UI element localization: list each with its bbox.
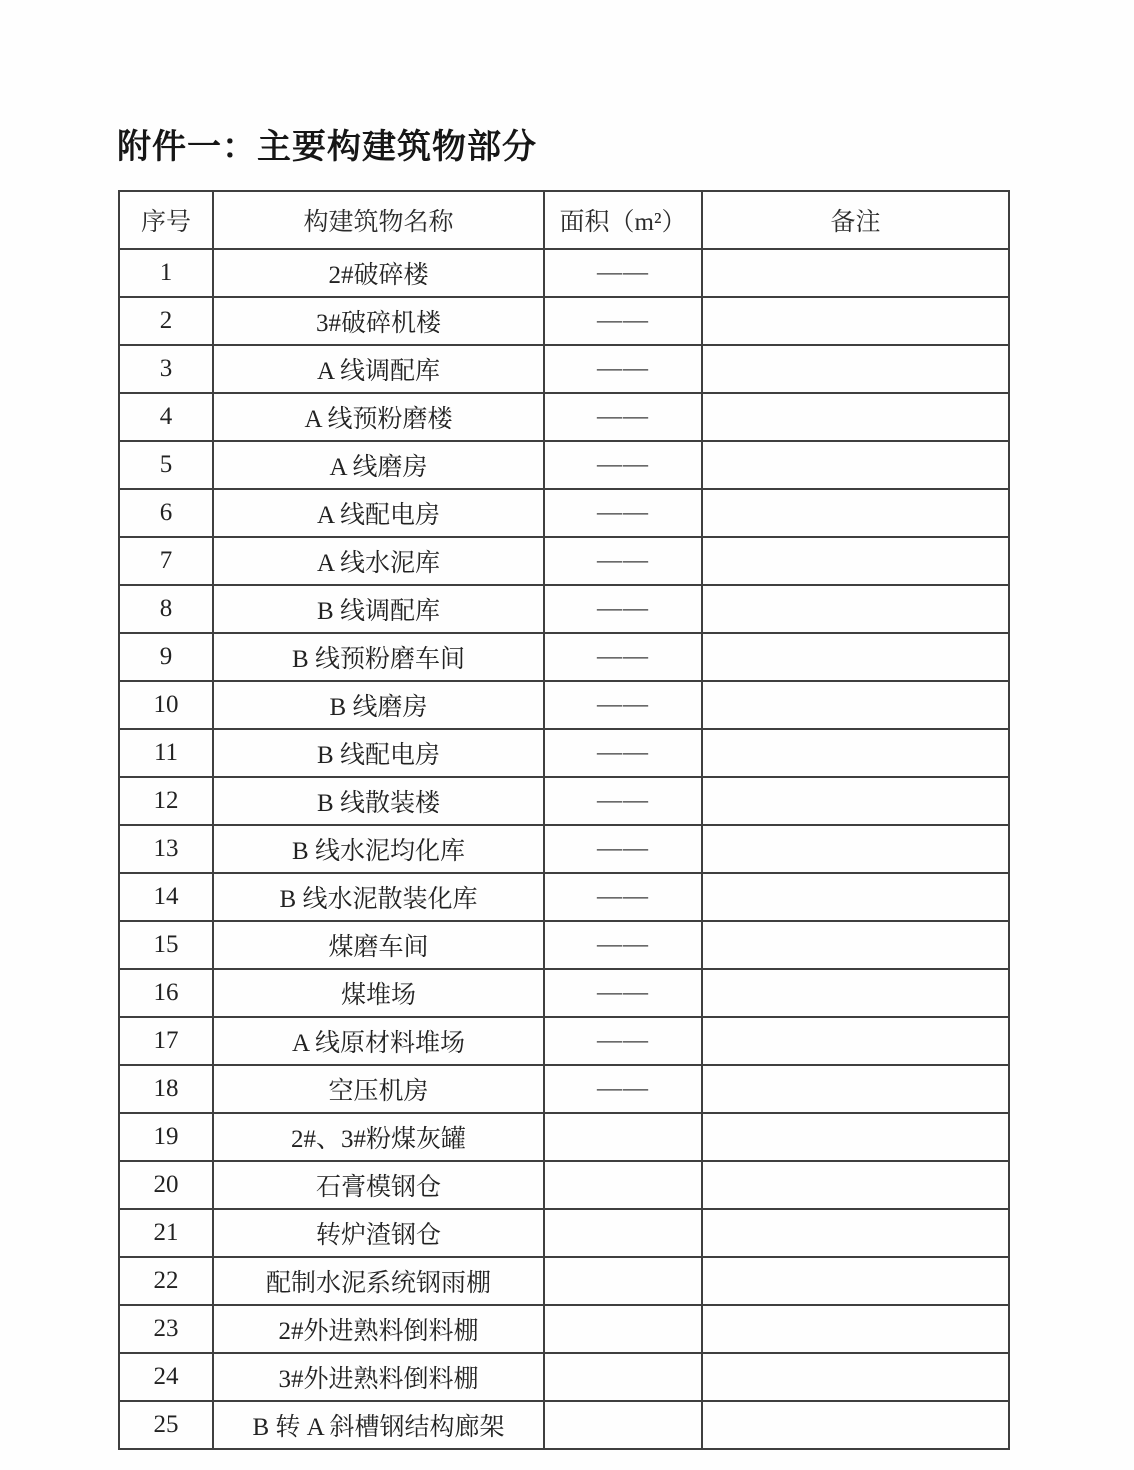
row-number: 17 xyxy=(119,1017,213,1065)
remark-value xyxy=(702,633,1009,681)
header-serial-number: 序号 xyxy=(119,191,213,249)
building-name: B 线配电房 xyxy=(213,729,544,777)
row-number: 7 xyxy=(119,537,213,585)
area-value: —— xyxy=(544,297,702,345)
building-name: A 线原材料堆场 xyxy=(213,1017,544,1065)
table-row xyxy=(119,249,1009,297)
area-value: —— xyxy=(544,633,702,681)
area-value: —— xyxy=(544,345,702,393)
area-value xyxy=(544,1113,702,1161)
row-number: 25 xyxy=(119,1401,213,1449)
building-name: 转炉渣钢仓 xyxy=(213,1209,544,1257)
row-number: 24 xyxy=(119,1353,213,1401)
remark-value xyxy=(702,681,1009,729)
table-row xyxy=(119,1257,1009,1305)
row-number: 12 xyxy=(119,777,213,825)
header-building-name: 构建筑物名称 xyxy=(213,191,544,249)
row-number: 6 xyxy=(119,489,213,537)
area-value: —— xyxy=(544,585,702,633)
area-value: —— xyxy=(544,729,702,777)
building-name: B 转 A 斜槽钢结构廊架 xyxy=(213,1401,544,1449)
remark-value xyxy=(702,297,1009,345)
row-number: 9 xyxy=(119,633,213,681)
area-value xyxy=(544,1401,702,1449)
remark-value xyxy=(702,1161,1009,1209)
building-name: 空压机房 xyxy=(213,1065,544,1113)
remark-value xyxy=(702,1017,1009,1065)
building-name: 煤堆场 xyxy=(213,969,544,1017)
table-row xyxy=(119,777,1009,825)
area-value xyxy=(544,1257,702,1305)
remark-value xyxy=(702,249,1009,297)
building-name: A 线水泥库 xyxy=(213,537,544,585)
remark-value xyxy=(702,537,1009,585)
table-row xyxy=(119,1401,1009,1449)
building-name: 2#、3#粉煤灰罐 xyxy=(213,1113,544,1161)
remark-value xyxy=(702,921,1009,969)
row-number: 4 xyxy=(119,393,213,441)
area-value xyxy=(544,1353,702,1401)
table-row xyxy=(119,825,1009,873)
table-row xyxy=(119,729,1009,777)
remark-value xyxy=(702,1209,1009,1257)
remark-value xyxy=(702,1353,1009,1401)
table-row xyxy=(119,1209,1009,1257)
row-number: 15 xyxy=(119,921,213,969)
building-name: B 线水泥均化库 xyxy=(213,825,544,873)
remark-value xyxy=(702,345,1009,393)
table-row xyxy=(119,969,1009,1017)
building-name: A 线预粉磨楼 xyxy=(213,393,544,441)
row-number: 13 xyxy=(119,825,213,873)
area-value: —— xyxy=(544,825,702,873)
building-name: B 线磨房 xyxy=(213,681,544,729)
table-row xyxy=(119,441,1009,489)
remark-value xyxy=(702,1065,1009,1113)
area-value: —— xyxy=(544,489,702,537)
table-row xyxy=(119,297,1009,345)
row-number: 19 xyxy=(119,1113,213,1161)
table-row xyxy=(119,393,1009,441)
building-name: 配制水泥系统钢雨棚 xyxy=(213,1257,544,1305)
row-number: 8 xyxy=(119,585,213,633)
table-row xyxy=(119,537,1009,585)
building-name: 2#破碎楼 xyxy=(213,249,544,297)
row-number: 3 xyxy=(119,345,213,393)
table-row xyxy=(119,345,1009,393)
row-number: 14 xyxy=(119,873,213,921)
area-value xyxy=(544,1209,702,1257)
remark-value xyxy=(702,585,1009,633)
table-row xyxy=(119,873,1009,921)
table-row xyxy=(119,489,1009,537)
remark-value xyxy=(702,825,1009,873)
remark-value xyxy=(702,1305,1009,1353)
table-row xyxy=(119,1161,1009,1209)
area-value: —— xyxy=(544,1065,702,1113)
row-number: 22 xyxy=(119,1257,213,1305)
remark-value xyxy=(702,1401,1009,1449)
building-name: 2#外进熟料倒料棚 xyxy=(213,1305,544,1353)
row-number: 11 xyxy=(119,729,213,777)
area-value: —— xyxy=(544,921,702,969)
remark-value xyxy=(702,729,1009,777)
building-name: A 线调配库 xyxy=(213,345,544,393)
remark-value xyxy=(702,969,1009,1017)
table-row xyxy=(119,1065,1009,1113)
building-name: B 线调配库 xyxy=(213,585,544,633)
row-number: 18 xyxy=(119,1065,213,1113)
row-number: 1 xyxy=(119,249,213,297)
row-number: 23 xyxy=(119,1305,213,1353)
remark-value xyxy=(702,441,1009,489)
building-name: 3#外进熟料倒料棚 xyxy=(213,1353,544,1401)
row-number: 10 xyxy=(119,681,213,729)
row-number: 21 xyxy=(119,1209,213,1257)
building-name: B 线散装楼 xyxy=(213,777,544,825)
area-value: —— xyxy=(544,537,702,585)
table-row xyxy=(119,633,1009,681)
building-name: B 线预粉磨车间 xyxy=(213,633,544,681)
area-value: —— xyxy=(544,393,702,441)
area-value xyxy=(544,1161,702,1209)
row-number: 16 xyxy=(119,969,213,1017)
area-value: —— xyxy=(544,249,702,297)
table-row xyxy=(119,1017,1009,1065)
area-value: —— xyxy=(544,681,702,729)
area-value: —— xyxy=(544,969,702,1017)
remark-value xyxy=(702,1257,1009,1305)
row-number: 2 xyxy=(119,297,213,345)
table-row xyxy=(119,1305,1009,1353)
table-row xyxy=(119,1353,1009,1401)
area-value xyxy=(544,1305,702,1353)
table-header-row xyxy=(119,191,1009,249)
row-number: 20 xyxy=(119,1161,213,1209)
building-name: B 线水泥散装化库 xyxy=(213,873,544,921)
area-value: —— xyxy=(544,441,702,489)
table-row xyxy=(119,921,1009,969)
header-remark: 备注 xyxy=(702,191,1009,249)
remark-value xyxy=(702,1113,1009,1161)
building-name: 3#破碎机楼 xyxy=(213,297,544,345)
row-number: 5 xyxy=(119,441,213,489)
header-area: 面积（m²） xyxy=(544,191,702,249)
buildings-table xyxy=(118,190,1010,1450)
table-row xyxy=(119,1113,1009,1161)
remark-value xyxy=(702,873,1009,921)
area-value: —— xyxy=(544,1017,702,1065)
area-value: —— xyxy=(544,873,702,921)
table-row xyxy=(119,585,1009,633)
remark-value xyxy=(702,777,1009,825)
building-name: A 线配电房 xyxy=(213,489,544,537)
building-name: 煤磨车间 xyxy=(213,921,544,969)
remark-value xyxy=(702,489,1009,537)
building-name: 石膏模钢仓 xyxy=(213,1161,544,1209)
page-title: 附件一：主要构建筑物部分 xyxy=(117,129,537,166)
area-value: —— xyxy=(544,777,702,825)
remark-value xyxy=(702,393,1009,441)
table-row xyxy=(119,681,1009,729)
building-name: A 线磨房 xyxy=(213,441,544,489)
